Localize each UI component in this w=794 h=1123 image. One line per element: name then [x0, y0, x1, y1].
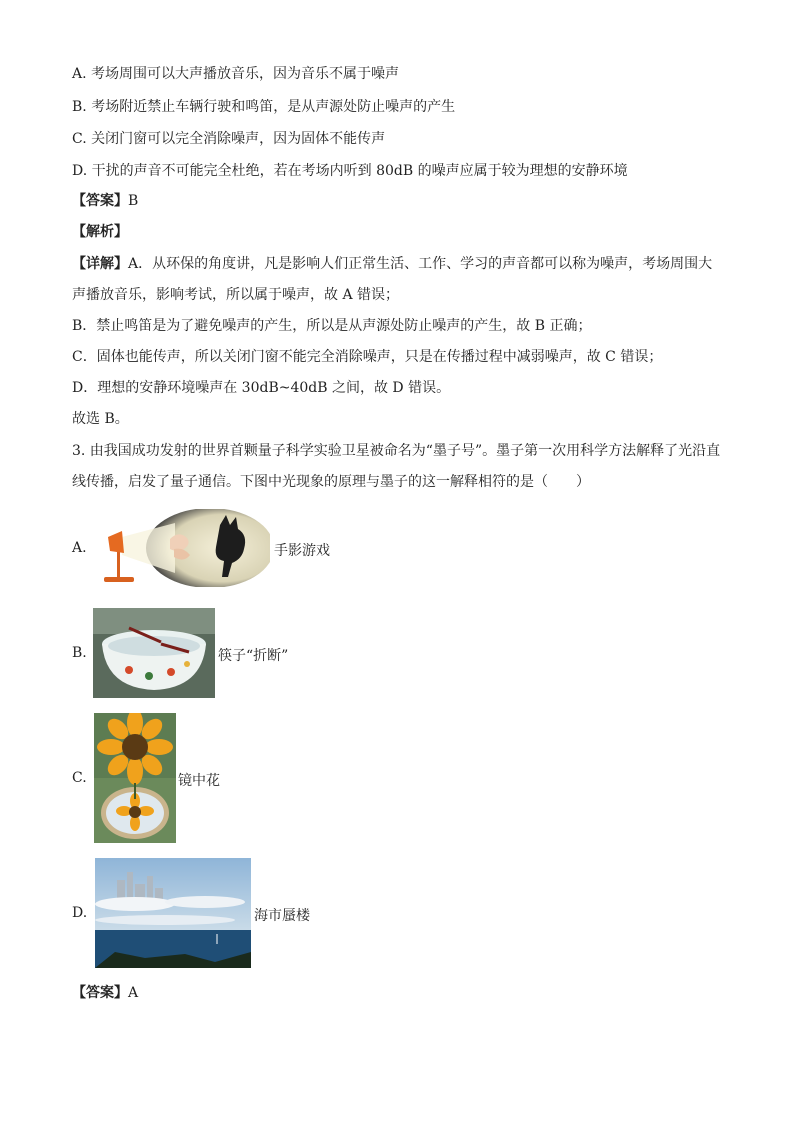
q2-conclusion: 故选 B。: [72, 411, 129, 427]
q3-option-d-letter: D.: [72, 905, 88, 921]
mirror-flower-image: [94, 713, 176, 843]
q3-option-c-label: 镜中花: [178, 773, 220, 789]
q3-option-c-letter: C.: [72, 770, 87, 786]
q3-option-b-letter: B.: [72, 645, 87, 661]
q2-option-d: D. 干扰的声音不可能完全杜绝，若在考场内听到 80dB 的噪声应属于较为理想的安静环境: [72, 163, 628, 179]
q2-detail-b: B．禁止鸣笛是为了避免噪声的产生，所以是从声源处防止噪声的产生，故 B 正确；: [72, 318, 592, 334]
q2-detail-a-line2: 声播放音乐，影响考试，所以属于噪声，故 A 错误；: [72, 287, 400, 303]
q3-option-a-letter: A.: [72, 540, 87, 556]
answer-value: B: [128, 193, 139, 209]
q2-option-c: C. 关闭门窗可以完全消除噪声，因为固体不能传声: [72, 131, 386, 147]
q3-stem-line2: 线传播，启发了量子通信。下图中光现象的原理与墨子的这一解释相符的是（ ）: [72, 474, 590, 490]
answer-value: A: [128, 985, 139, 1001]
q3-option-a-label: 手影游戏: [274, 543, 330, 559]
q3-answer: [72, 983, 138, 1003]
answer-tag: 【答案】: [72, 985, 128, 1001]
detail-tag: 【详解】: [72, 256, 128, 272]
q2-detail-c: C．固体也能传声，所以关闭门窗不能完全消除噪声，只是在传播过程中减弱噪声，故 C 错误；: [72, 349, 663, 365]
q2-detail-d: D．理想的安静环境噪声在 30dB~40dB 之间，故 D 错误。: [72, 380, 451, 396]
mirage-image: [95, 858, 251, 968]
q2-option-b: B. 考场附近禁止车辆行驶和鸣笛，是从声源处防止噪声的产生: [72, 99, 456, 115]
q3-stem-line1: 3. 由我国成功发射的世界首颗量子科学实验卫星被命名为“墨子号”。墨子第一次用科学方法解释了光沿直: [72, 443, 721, 459]
q2-analysis-tag: 【解析】: [72, 224, 128, 240]
chopstick-bowl-image: [93, 608, 215, 698]
hand-shadow-image: [100, 509, 270, 587]
q3-option-d-label: 海市蜃楼: [254, 908, 310, 924]
answer-tag: 【答案】: [72, 193, 128, 209]
q2-detail-a-line1: [72, 254, 712, 274]
q2-option-a: A. 考场周围可以大声播放音乐，因为音乐不属于噪声: [72, 66, 400, 82]
q2-answer: [72, 191, 138, 211]
q3-option-b-label: 筷子“折断”: [218, 648, 289, 664]
detail-a-text: A．从环保的角度讲，凡是影响人们正常生活、工作、学习的声音都可以称为噪声，考场周围大: [128, 256, 713, 272]
